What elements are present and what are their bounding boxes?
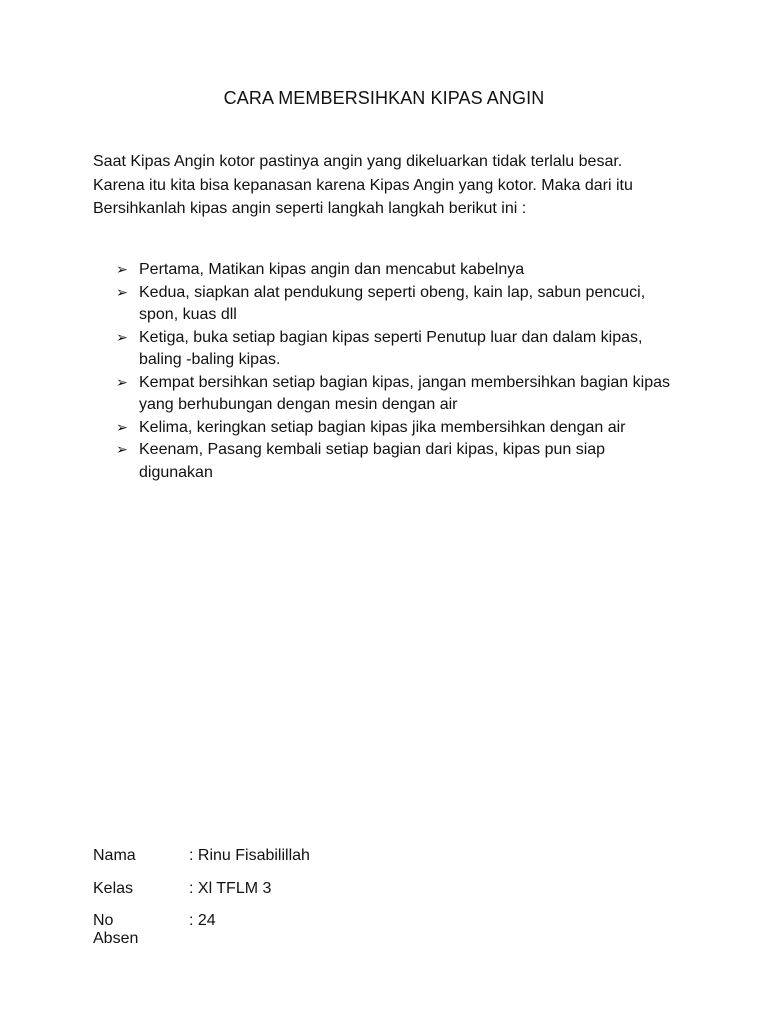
step-text: Kedua, siapkan alat pendukung seperti obeng, kain lap, sabun pencuci, spon, kuas dll [139,283,646,323]
arrow-bullet-icon: ➢ [116,374,128,391]
step-text: Keenam, Pasang kembali setiap bagian dari kipas, kipas pun siap digunakan [139,441,606,481]
step-text: Kelima, keringkan setiap bagian kipas jika membersihkan dengan air [139,418,626,436]
info-label: No Absen [93,912,139,947]
arrow-bullet-icon: ➢ [116,442,128,458]
info-value: : 24 [189,912,216,929]
intro-line: Saat Kipas Angin kotor pastinya angin yang dikeluarkan tidak terlalu besar. [93,153,623,170]
arrow-bullet-icon: ➢ [116,419,128,436]
arrow-bullet-icon: ➢ [116,284,128,301]
step-item [116,282,676,327]
intro-line: Bersihkanlah kipas angin seperti langkah langkah berikut ini : [93,200,527,217]
info-value: : Rinu Fisabilillah [189,847,310,864]
info-value: : Xl TFLM 3 [189,879,272,897]
step-text: Pertama, Matikan kipas angin dan mencabut kabelnya [139,261,525,278]
step-item [116,327,676,372]
step-item [116,417,676,440]
arrow-bullet-icon: ➢ [116,329,128,346]
document-title: CARA MEMBERSIHKAN KIPAS ANGIN [223,88,545,108]
step-item [116,259,676,282]
step-item [116,439,676,484]
info-label: Nama [93,847,136,864]
steps-list [116,259,676,484]
intro-paragraph [93,150,693,221]
step-text: Ketiga, buka setiap bagian kipas seperti Penutup luar dan dalam kipas, baling -baling kipas. [139,328,643,368]
step-item [116,372,676,417]
info-label: Kelas [93,879,134,897]
intro-line: Karena itu kita bisa kepanasan karena Kipas Angin yang kotor. Maka dari itu [93,176,633,194]
arrow-bullet-icon: ➢ [116,262,128,278]
step-text: Kempat bersihkan setiap bagian kipas, jangan membersihkan bagian kipas yang berhubungan dengan mesin dengan air [139,373,670,413]
